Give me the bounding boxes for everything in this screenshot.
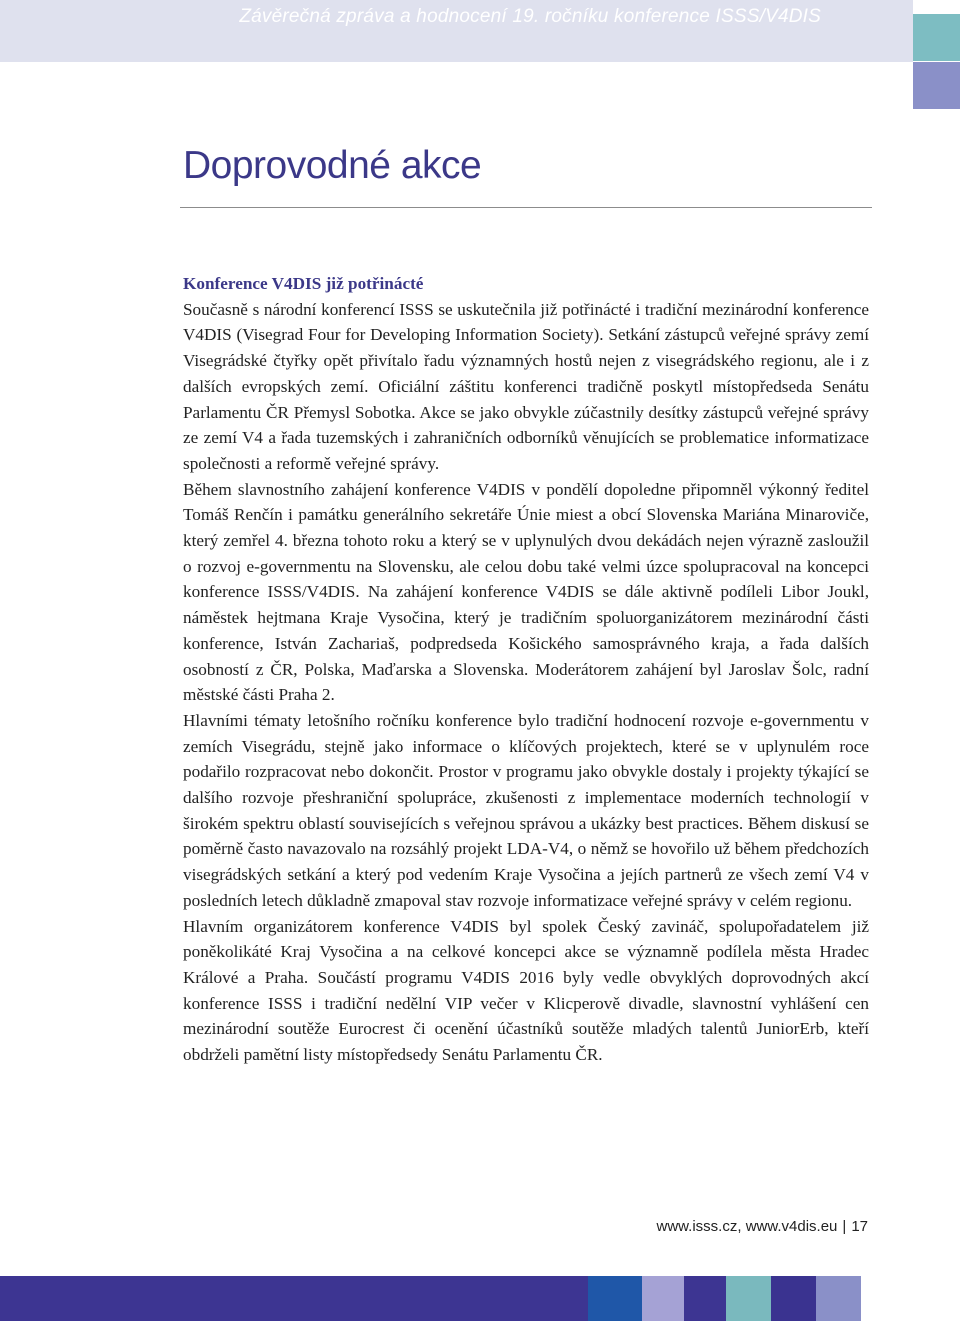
color-segment [861,1276,960,1321]
bottom-color-bar [0,1276,960,1321]
paragraph: Současně s národní konferencí ISSS se uskutečnila již potřinácté i tradiční mezinárodní konference V4DIS (Visegrad Four for Developing Information Society). Setkání zástupců veřejné správy zemí Visegrádské čtyřky opět přivítalo řadu významných hostů nejen z visegrádského regionu, ale i z dalších evropských zemí. Oficiální záštitu konferenci tradičně poskytl místopředseda Senátu Parlamentu ČR Přemysl Sobotka. Akce se jako obvykle zúčastnily desítky zástupců veřejné správy ze zemí V4 a řada tuzemských i zahraničních odborníků věnujících se problematice informatizace společnosti a reformě veřejné správy. [183,299,869,473]
article-body [183,271,869,1068]
section-heading: Konference V4DIS již potřinácté [183,274,424,293]
footer-websites: www.isss.cz, www.v4dis.eu [656,1218,838,1235]
color-segment [200,1276,588,1321]
corner-block-lavender [913,62,960,109]
corner-block-white [913,0,960,14]
corner-block-teal [913,14,960,61]
color-segment [816,1276,861,1321]
title-divider [180,207,872,208]
page-title: Doprovodné akce [183,144,482,187]
page-number: 17 [851,1218,868,1235]
paragraph: Hlavním organizátorem konference V4DIS byl spolek Český zavináč, spolupořadatelem již poněkolikáté Kraj Vysočina a na celkové koncepci akce se významně podílela města Hradec Králové a Praha. Součástí programu V4DIS 2016 byly vedle obvyklých doprovodných akcí konference ISSS i tradiční nedělní VIP večer v Klicperově divadle, slavnostní vyhlášení cen mezinárodní soutěže Eurocrest či ocenění účastníků soutěže mladých talentů JuniorErb, kteří obdrželi pamětní listy místopředsedy Senátu Parlamentu ČR. [183,916,869,1065]
color-segment [684,1276,726,1321]
header-title: Závěrečná zpráva a hodnocení 19. ročníku konference ISSS/V4DIS [239,6,821,27]
color-segment [588,1276,642,1321]
color-segment [771,1276,816,1321]
paragraph: Hlavními tématy letošního ročníku konference bylo tradiční hodnocení rozvoje e-governmentu v zemích Visegrádu, stejně jako informace o klíčových projektech, které se v uplynulém roce podařilo rozpracovat nebo dokončit. Prostor v programu jako obvykle dostaly i projekty týkající se dalšího rozvoje přeshraniční spolupráce, zkušenosti z implementace moderních technologií v širokém spektru oblastí souvisejících s veřejnou správou a ukázky best practices. Během diskusí se poměrně často navazovalo na rozsáhlý projekt LDA-V4, o němž se hovořilo už během předchozích visegrádských setkání a který pod vedením Kraje Vysočina a jejích partnerů ze všech zemí V4 v posledních letech důkladně zmapoval stav rozvoje informatizace veřejné správy v celém regionu. [183,710,869,910]
color-segment [0,1276,200,1321]
page-footer [657,1218,868,1235]
color-segment [642,1276,684,1321]
paragraph: Během slavnostního zahájení konference V4DIS v pondělí dopoledne připomněl výkonný ředitel Tomáš Renčín i památku generálního sekretáře Únie miest a obcí Slovenska Mariána Minaroviče, který zemřel 4. března tohoto roku a který se v uplynulých dvou dekádách nejen výrazně zasloužil o rozvoj e-governmentu na Slovensku, ale celou dobu také velmi úzce spolupracoval na koncepci konference ISSS/V4DIS. Na zahájení konference V4DIS se dále aktivně podíleli Libor Joukl, náměstek hejtmana Kraje Vysočina, který je tradičním spoluorganizátorem mezinárodní části konference, István Zachariaš, podpredseda Košického samosprávného kraja, a řada dalších osobností z ČR, Polska, Maďarska a Slovenska. Moderátorem zahájení byl Jaroslav Šolc, radní městské části Praha 2. [183,479,869,705]
header-band [0,0,913,62]
footer-separator: | [842,1218,847,1235]
color-segment [726,1276,771,1321]
